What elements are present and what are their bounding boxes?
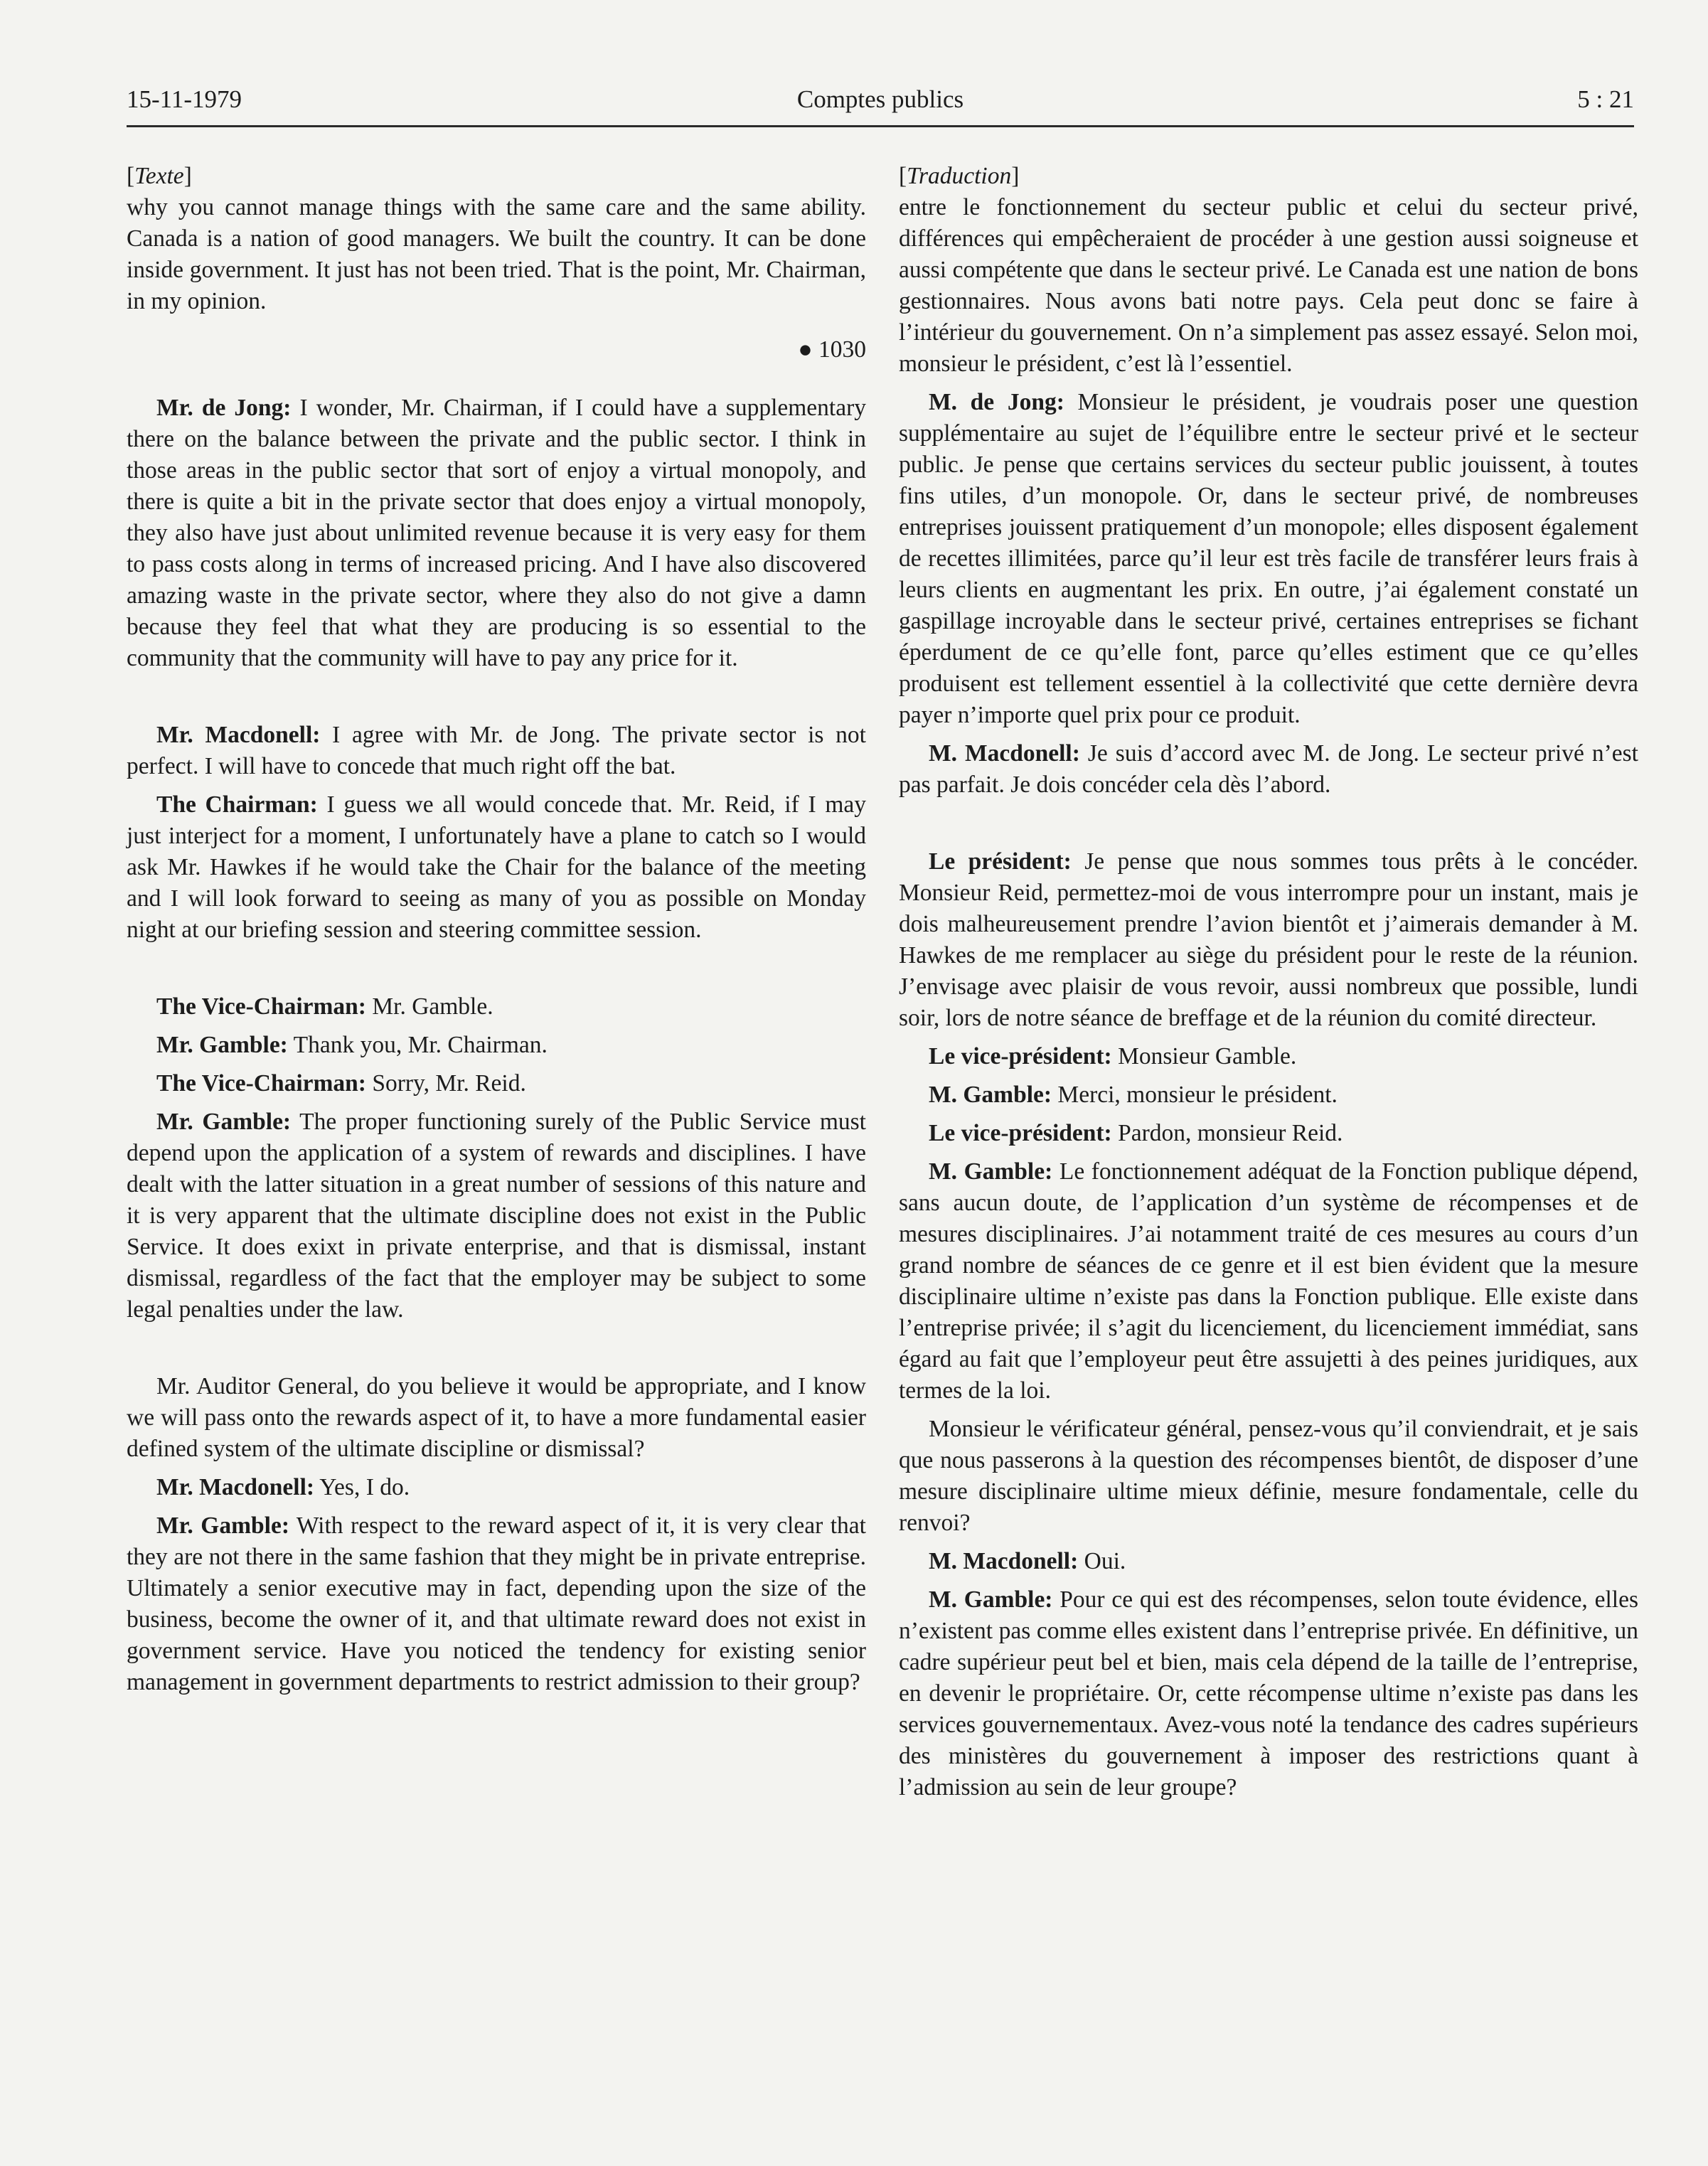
speaker-name: Le président: [929,848,1072,875]
paragraph: Le président: Je pense que nous sommes tous prêts à le concéder. Monsieur Reid, permettez-moi de vous interrompre pour un instant, mais je dois malheureusement prendre l’avion bientôt et j’aimerais demander à M. Hawkes de me remplacer au siège du président pour le reste de la réunion. J’envisage avec plaisir de vous revoir, aussi nombreux que possible, lundi soir, lors de notre séance de breffage et de la réunion du comité directeur. [899,848,1639,1031]
paragraph: Mr. Gamble: Thank you, Mr. Chairman. [156,1032,548,1058]
header-title: Comptes publics [796,85,964,113]
text-label: [Texte] [127,163,192,189]
header-date: 15-11-1979 [127,85,242,113]
paragraph: M. Gamble: Pour ce qui est des récompenses, selon toute évidence, elles n’existent pas comme elles existent dans l’entreprise privée. En définitive, un cadre supérieur peut bel et bien, mais cela dépend de la taille de l’entreprise, en devenir le propriétaire. Or, cette récompense ultime n’existe pas dans les services gouvernementaux. Avez-vous noté la tendance des cadres supérieurs des ministères du gouvernement à imposer des restrictions quant à l’admission au sein de leur groupe? [899,1586,1638,1800]
paragraph: M. Macdonell: Je suis d’accord avec M. de Jong. Le secteur privé n’est pas parfait. Je dois concéder cela dès l’abord. [899,740,1638,798]
speaker-name: The Vice-Chairman: [156,993,366,1020]
paragraph: Mr. Gamble: The proper functioning surely of the Public Service must depend upon the application of a system of rewards and disciplines. I have dealt with the latter situation in a great number of sessions of this nature and it is very apparent that the ultimate discipline does not exist in the Public Service. It does exixt in private enterprise, and that is dismissal, instant dismissal, regardless of the fact that the employer may be subject to some legal penalties under the law. [127,1109,866,1323]
english-column [127,161,866,1698]
paragraph: Mr. Auditor General, do you believe it would be appropriate, and I know we will pass onto the rewards aspect of it, to have a more fundamental easier defined system of the ultimate discipline or dismissal? [127,1373,866,1462]
speaker-name: The Vice-Chairman: [156,1070,366,1097]
paragraph: Monsieur le vérificateur général, pensez-vous qu’il conviendrait, et je sais que nous passerons à la question des récompenses bientôt, de disposer d’une mesure disciplinaire ultime mieux définie, mesure fondamentale, celle du renvoi? [899,1416,1638,1536]
paragraph: M. Gamble: Merci, monsieur le président. [929,1082,1338,1108]
speaker-name: M. Gamble: [929,1082,1052,1108]
paragraph: M. Macdonell: Oui. [929,1548,1126,1574]
paragraph: The Vice-Chairman: Mr. Gamble. [156,993,493,1020]
time-marker: ● 1030 [798,336,866,363]
paragraph: M. Gamble: Le fonctionnement adéquat de la Fonction publique dépend, sans aucun doute, de l’application d’un système de récompenses et de mesures disciplinaires. J’ai notamment traité de ces mesures au cours d’un grand nombre de séances de ce genre et il est bien évident que la mesure disciplinaire ultime n’existe pas dans la Fonction publique. Elle existe dans l’entreprise privée; il s’agit du licenciement, du licenciement immédiat, sans égard au fait que l’employeur peut être assujetti à des peines juridiques, aux termes de la loi. [899,1158,1638,1404]
paragraph: The Chairman: I guess we all would concede that. Mr. Reid, if I may just interject for a moment, I unfortunately have a plane to catch so I would ask Mr. Hawkes if he would take the Chair for the balance of the meeting and I will look forward to seeing as many of you as possible on Monday night at our briefing session and steering committee session. [127,791,866,943]
speaker-name: Le vice-président: [929,1120,1112,1146]
speaker-name: M. de Jong: [929,389,1064,415]
speaker-name: Mr. Gamble: [156,1109,292,1135]
paragraph: Mr. Macdonell: Yes, I do. [156,1474,410,1500]
paragraph: why you cannot manage things with the same care and the same ability. Canada is a nation of good managers. We built the country. It can be done inside government. It just has not been tried. That is the point, Mr. Chairman, in my opinion. [127,194,866,314]
french-column [899,161,1638,1803]
speaker-name: Mr. Macdonell: [156,722,321,748]
paragraph: Mr. de Jong: I wonder, Mr. Chairman, if I could have a supplementary there on the balance between the private and the public sector. I think in those areas in the public sector that sort of enjoy a virtual monopoly, and there is quite a bit in the private sector that does enjoy a virtual monopoly, they also have just about unlimited revenue because it is very easy for them to pass costs along in terms of increased pricing. And I have also discovered amazing waste in the private sector, where they also do not give a damn because they feel that what they are producing is so essential to the community that the community will have to pay any price for it. [127,395,867,671]
page-header [127,84,1634,127]
speaker-name: The Chairman: [156,791,318,818]
header-page-number: 5 : 21 [1577,85,1634,113]
speaker-name: M. Macdonell: [929,1548,1079,1574]
translation-label: [Traduction] [899,163,1020,189]
speaker-name: Mr. Macdonell: [156,1474,315,1500]
speaker-name: Le vice-président: [929,1043,1112,1069]
paragraph: Mr. Gamble: With respect to the reward aspect of it, it is very clear that they are not there in the same fashion that they might be in private entreprise. Ultimately a senior executive may in fact, depending upon the size of the business, become the owner of it, and that ultimate reward does not exist in government service. Have you noticed the tendency for existing senior management in government departments to restrict admission to their group? [127,1513,866,1695]
speaker-name: Mr. de Jong: [156,395,292,421]
speaker-name: M. Gamble: [929,1158,1053,1185]
speaker-name: Mr. Gamble: [156,1032,288,1058]
speaker-name: M. Macdonell: [929,740,1080,767]
paragraph: Mr. Macdonell: I agree with Mr. de Jong. The private sector is not perfect. I will have to concede that much right off the bat. [127,722,866,779]
paragraph: The Vice-Chairman: Sorry, Mr. Reid. [156,1070,526,1097]
paragraph: Le vice-président: Monsieur Gamble. [929,1043,1297,1069]
paragraph: entre le fonctionnement du secteur public et celui du secteur privé, différences qui empêcheraient de procéder à une gestion aussi soigneuse et aussi compétente que dans le secteur privé. Le Canada est une nation de bons gestionnaires. Nous avons bati notre pays. Cela peut donc se faire à l’intérieur du gouvernement. On n’a simplement pas assez essayé. Selon moi, monsieur le président, c’est là l’essentiel. [899,194,1638,377]
paragraph: Le vice-président: Pardon, monsieur Reid. [929,1120,1343,1146]
paragraph: M. de Jong: Monsieur le président, je voudrais poser une question supplémentaire au sujet de l’équilibre entre le secteur privé et le secteur public. Je pense que certains services du secteur public jouissent, à toutes fins utiles, d’un monopole. Or, dans le secteur privé, de nombreuses entreprises jouissent pratiquement d’un monopole; elles disposent également de recettes illimitées, parce qu’il leur est très facile de transférer leurs frais à leurs clients en augmentant les prix. En outre, j’ai également constaté un gaspillage incroyable dans le secteur privé, certaines entreprises se fichant éperdument de ce qu’elle font, parce qu’elles estiment que ce qu’elles produisent est tellement essentiel à la collectivité que cette dernière devra payer n’importe quel prix pour ce produit. [899,389,1638,728]
speaker-name: M. Gamble: [929,1586,1053,1613]
speaker-name: Mr. Gamble: [156,1513,289,1539]
